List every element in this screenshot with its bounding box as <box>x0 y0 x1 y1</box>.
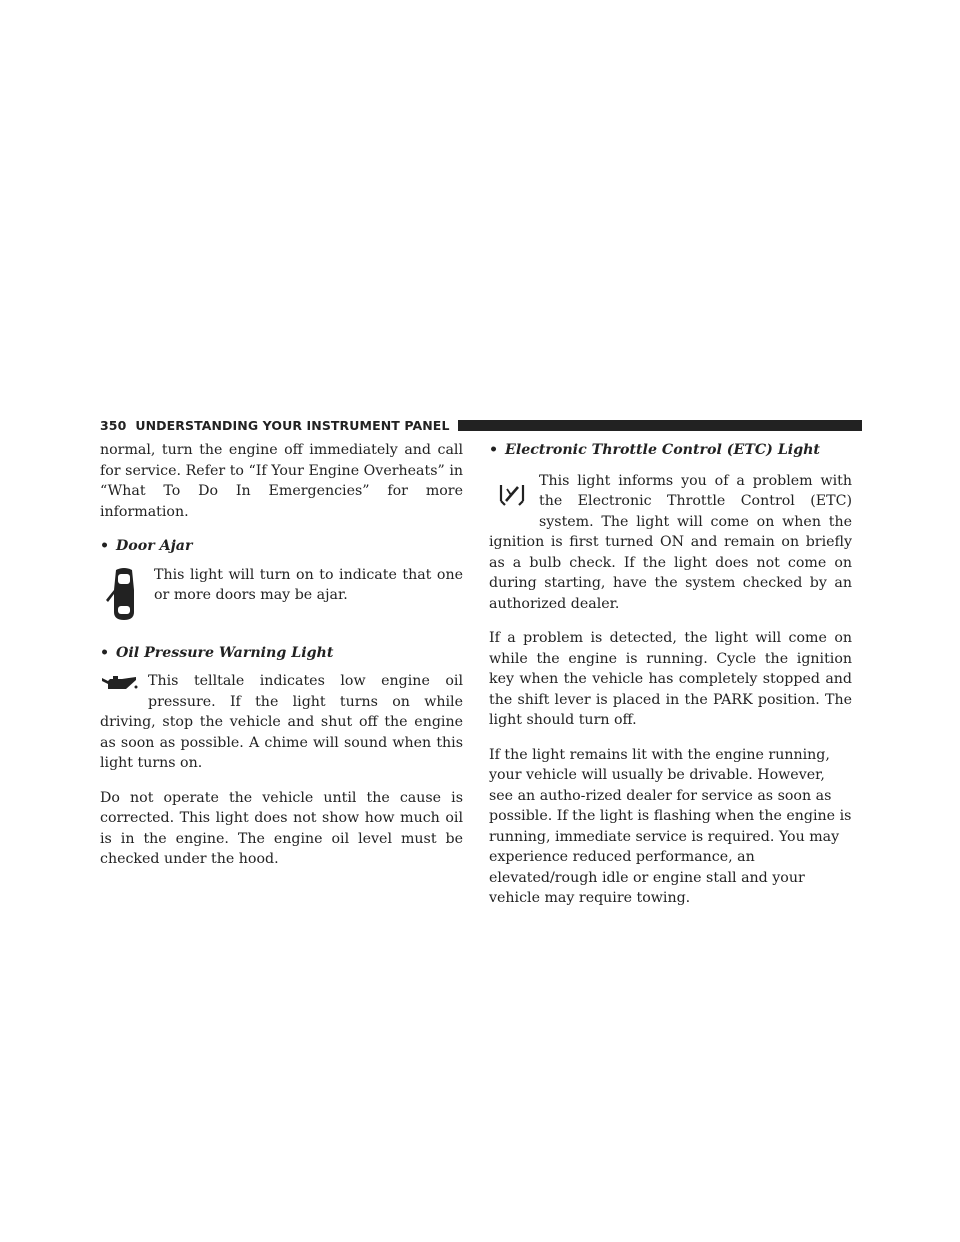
oil-can-icon <box>100 675 138 700</box>
bullet-dot: • <box>100 644 110 661</box>
etc-lit-paragraph: If the light remains lit with the engine running, your vehicle will usually be drivable. However, see an autho-rized dealer for service as soon as possible. If the light is flashing when the engine is running, immediate service is required. You may experience reduced performance, an elevated/rough idle or engine stall and your vehicle may require towing. <box>489 746 852 906</box>
left-column <box>100 440 463 884</box>
etc-title: Electronic Throttle Control (ETC) Light <box>505 442 820 458</box>
oil-pressure-text: This telltale indicates low engine oil pressure. If the light turns on while driving, stop the vehicle and shut off the engine as soon as possible. A chime will sound when this light turns on. <box>100 673 463 771</box>
etc-text: This light informs you of a problem with the Electronic Throttle Control (ETC) system. The light will come on when the ignition is first turned ON and remain on briefly as a bulb check. If the light does not come on during starting, have the system checked by an authorized dealer. <box>489 472 852 612</box>
header-bar <box>458 420 862 431</box>
oil-pressure-heading <box>100 643 463 664</box>
door-ajar-title: Door Ajar <box>116 538 193 554</box>
overheat-paragraph: normal, turn the engine off immediately and call for service. Refer to “If Your Engine Overheats” in “What To Do In Emergencies” for more information. <box>100 442 463 520</box>
etc-section <box>489 471 852 615</box>
page-number: 350 <box>100 417 127 433</box>
section-title: UNDERSTANDING YOUR INSTRUMENT PANEL <box>135 417 450 433</box>
oil-pressure-title: Oil Pressure Warning Light <box>116 644 334 661</box>
right-column <box>489 440 852 923</box>
bullet-dot: • <box>100 538 110 554</box>
door-ajar-section <box>100 565 463 625</box>
door-ajar-heading <box>100 536 463 557</box>
bullet-dot: • <box>489 442 499 458</box>
throttle-icon <box>499 481 525 514</box>
door-ajar-text: This light will turn on to indicate that one or more doors may be ajar. <box>154 566 463 603</box>
oil-level-paragraph: Do not operate the vehicle until the cause is corrected. This light does not show how much oil is in the engine. The engine oil level must be checked under the hood. <box>100 789 463 867</box>
etc-heading <box>489 440 852 461</box>
door-ajar-icon <box>100 565 148 625</box>
oil-pressure-section <box>100 671 463 774</box>
page-header <box>100 418 862 432</box>
page-header-text <box>100 418 450 433</box>
etc-detected-paragraph: If a problem is detected, the light will come on while the engine is running. Cycle the ignition key when the vehicle has completely stopped and the shift lever is placed in the PARK position. The light should turn off. <box>489 630 852 728</box>
